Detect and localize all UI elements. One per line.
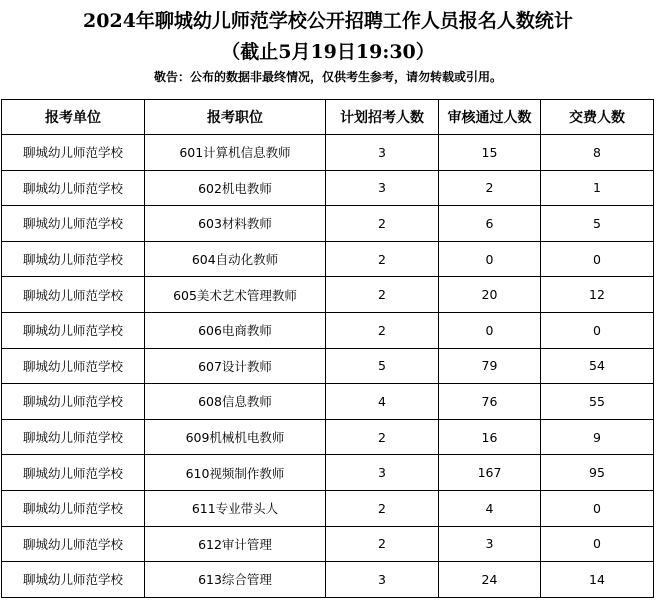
cell-position: 607设计教师 [145,348,326,384]
column-header-unit: 报考单位 [2,100,145,135]
cell-approved: 16 [439,419,541,455]
cell-position: 606电商教师 [145,312,326,348]
cell-planned: 2 [326,241,439,277]
cell-planned: 3 [326,135,439,171]
cell-paid: 0 [541,241,654,277]
page-subtitle: （截止5月19日19:30） [221,41,435,63]
cell-paid: 0 [541,490,654,526]
cell-paid: 1 [541,170,654,206]
table-row [2,526,654,562]
cell-approved: 6 [439,206,541,242]
cell-planned: 2 [326,419,439,455]
cell-approved: 0 [439,241,541,277]
table-row [2,490,654,526]
cell-unit: 聊城幼儿师范学校 [2,312,145,348]
cell-paid: 8 [541,135,654,171]
cell-paid: 9 [541,419,654,455]
table-row [2,562,654,598]
column-header-planned: 计划招考人数 [326,100,439,135]
table-row [2,277,654,313]
cell-paid: 14 [541,562,654,598]
cell-unit: 聊城幼儿师范学校 [2,348,145,384]
cell-planned: 2 [326,526,439,562]
cell-unit: 聊城幼儿师范学校 [2,277,145,313]
cell-paid: 55 [541,384,654,420]
notice-text: 敬告：公布的数据非最终情况，仅供考生参考，请勿转载或引用。 [153,70,502,84]
cell-paid: 12 [541,277,654,313]
cell-unit: 聊城幼儿师范学校 [2,170,145,206]
cell-paid: 0 [541,312,654,348]
table-row [2,312,654,348]
cell-approved: 2 [439,170,541,206]
table-row [2,384,654,420]
cell-paid: 0 [541,526,654,562]
cell-unit: 聊城幼儿师范学校 [2,384,145,420]
cell-approved: 79 [439,348,541,384]
cell-planned: 3 [326,170,439,206]
table-row [2,348,654,384]
cell-position: 605美术艺术管理教师 [145,277,326,313]
cell-unit: 聊城幼儿师范学校 [2,206,145,242]
cell-unit: 聊城幼儿师范学校 [2,135,145,171]
cell-position: 603材料教师 [145,206,326,242]
table-header-row [2,100,654,135]
cell-approved: 4 [439,490,541,526]
cell-planned: 5 [326,348,439,384]
table-row [2,170,654,206]
statistics-table [1,99,654,598]
cell-planned: 3 [326,562,439,598]
cell-position: 608信息教师 [145,384,326,420]
cell-position: 613综合管理 [145,562,326,598]
cell-unit: 聊城幼儿师范学校 [2,241,145,277]
cell-approved: 76 [439,384,541,420]
cell-unit: 聊城幼儿师范学校 [2,490,145,526]
cell-position: 601计算机信息教师 [145,135,326,171]
cell-planned: 4 [326,384,439,420]
cell-approved: 167 [439,455,541,491]
table-body [2,135,654,598]
table-row [2,206,654,242]
cell-planned: 2 [326,312,439,348]
cell-paid: 95 [541,455,654,491]
cell-position: 610视频制作教师 [145,455,326,491]
cell-planned: 2 [326,277,439,313]
cell-paid: 5 [541,206,654,242]
column-header-paid: 交费人数 [541,100,654,135]
table-row [2,455,654,491]
table-row [2,241,654,277]
cell-approved: 0 [439,312,541,348]
cell-planned: 2 [326,490,439,526]
cell-paid: 54 [541,348,654,384]
cell-unit: 聊城幼儿师范学校 [2,562,145,598]
cell-unit: 聊城幼儿师范学校 [2,419,145,455]
cell-position: 611专业带头人 [145,490,326,526]
cell-planned: 3 [326,455,439,491]
cell-approved: 3 [439,526,541,562]
table-row [2,419,654,455]
column-header-position: 报考职位 [145,100,326,135]
cell-unit: 聊城幼儿师范学校 [2,526,145,562]
cell-planned: 2 [326,206,439,242]
page-title: 2024年聊城幼儿师范学校公开招聘工作人员报名人数统计 [83,10,573,32]
cell-approved: 20 [439,277,541,313]
cell-position: 602机电教师 [145,170,326,206]
cell-approved: 15 [439,135,541,171]
cell-position: 609机械机电教师 [145,419,326,455]
cell-position: 604自动化教师 [145,241,326,277]
cell-position: 612审计管理 [145,526,326,562]
cell-approved: 24 [439,562,541,598]
cell-unit: 聊城幼儿师范学校 [2,455,145,491]
column-header-approved: 审核通过人数 [439,100,541,135]
table-row [2,135,654,171]
